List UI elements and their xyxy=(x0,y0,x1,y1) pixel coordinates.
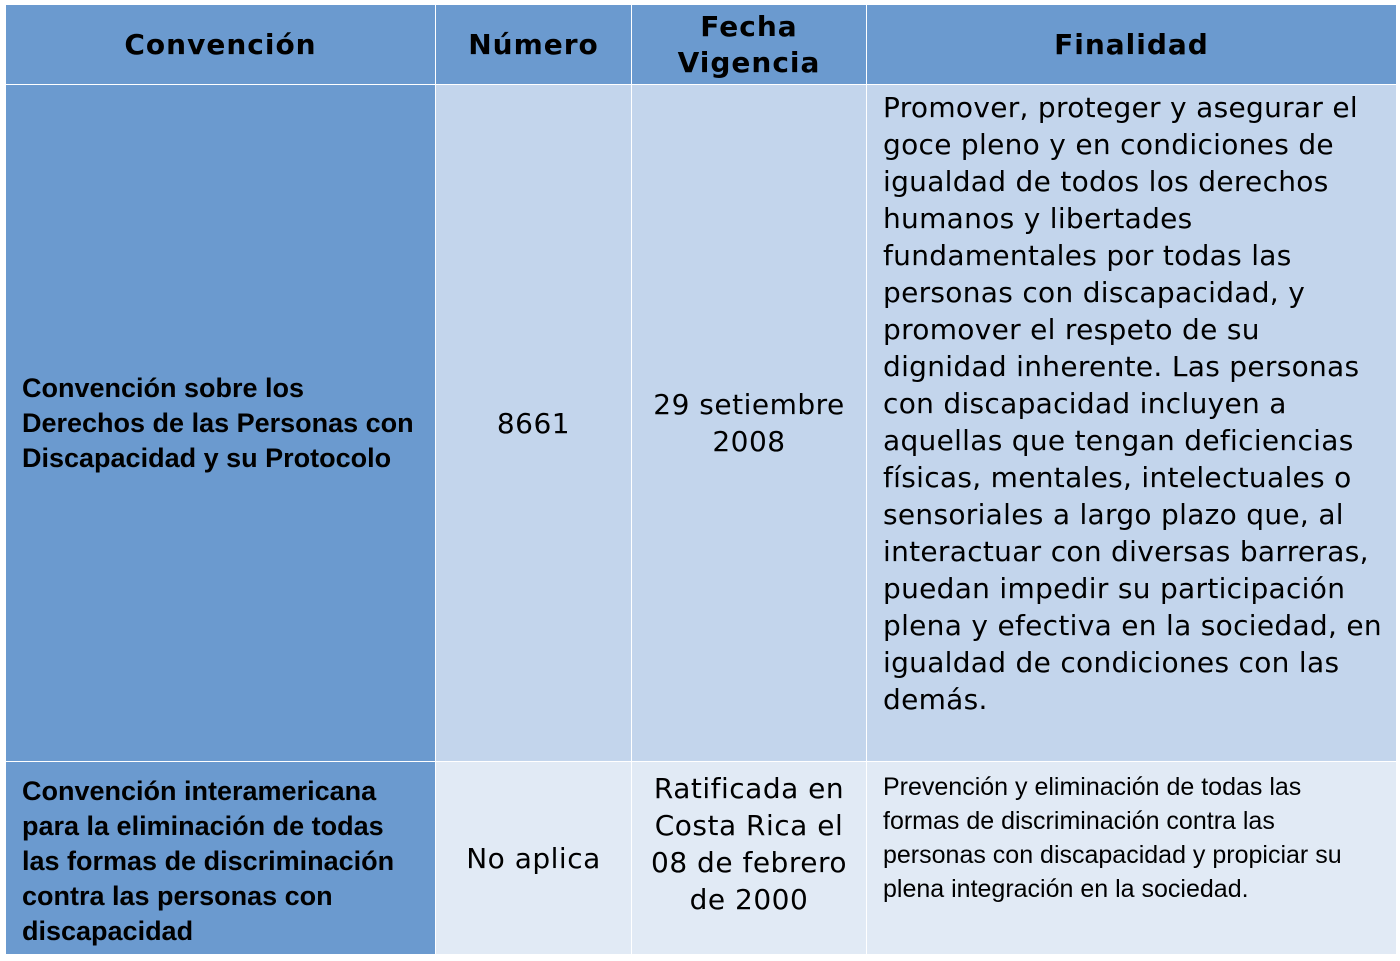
finalidad-cell: Promover, proteger y asegurar el goce pleno y en condiciones de igualdad de todos los derechos humanos y libertades fundamentales por todas las personas con discapacidad, y promover el respeto de su dignidad inherente. Las personas con discapacidad incluyen a aquellas que tengan deficiencias físicas, mentales, intelectuales o sensoriales a largo plazo que, al interactuar con diversas barreras, puedan impedir su participación plena y efectiva en la sociedad, en igualdad de condiciones con las demás. xyxy=(867,85,1397,762)
header-finalidad: Finalidad xyxy=(867,5,1397,85)
convencion-cell: Convención sobre los Derechos de las Personas con Discapacidad y su Protocolo xyxy=(6,85,436,762)
finalidad-cell: Prevención y eliminación de todas las formas de discriminación contra las personas con discapacidad y propiciar su plena integración en la sociedad. xyxy=(867,762,1397,955)
header-row xyxy=(6,5,1397,85)
table-row xyxy=(6,85,1397,762)
header-convencion: Convención xyxy=(6,5,436,85)
numero-cell: No aplica xyxy=(436,762,632,955)
header-numero: Número xyxy=(436,5,632,85)
table-row xyxy=(6,762,1397,955)
header-fecha-vigencia: Fecha Vigencia xyxy=(632,5,867,85)
fecha-cell: Ratificada en Costa Rica el 08 de febrero de 2000 xyxy=(632,762,867,955)
numero-cell: 8661 xyxy=(436,85,632,762)
convencion-cell: Convención interamericana para la eliminación de todas las formas de discriminación contra las personas con discapacidad xyxy=(6,762,436,955)
fecha-cell: 29 setiembre 2008 xyxy=(632,85,867,762)
convenciones-table xyxy=(5,4,1397,955)
